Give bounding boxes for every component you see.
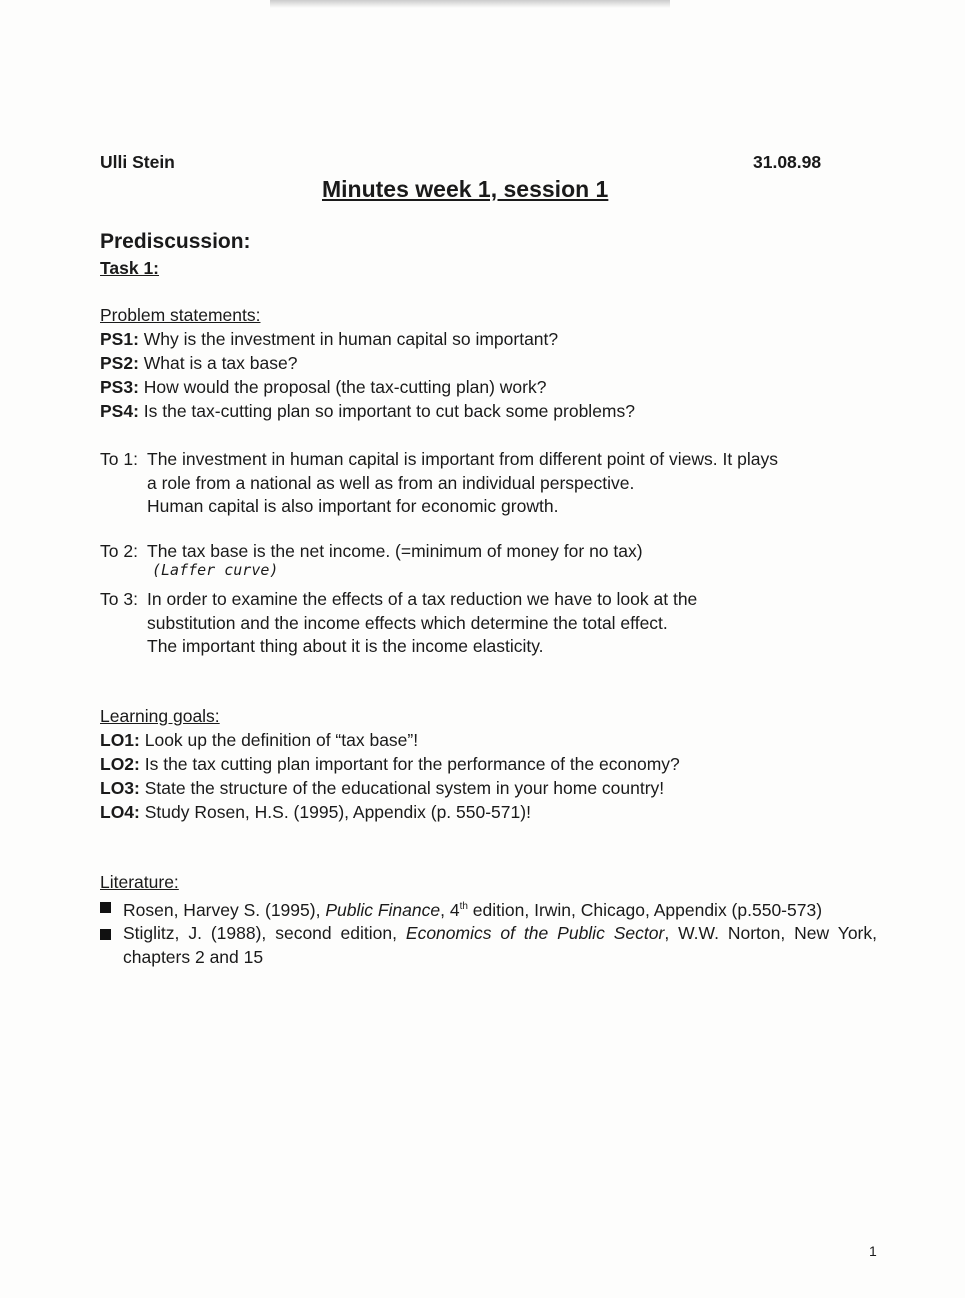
literature-heading: Literature: bbox=[100, 872, 179, 892]
learning-goals-heading: Learning goals: bbox=[100, 706, 220, 726]
scan-shadow bbox=[270, 0, 670, 8]
learning-goal: LO1: Look up the definition of “tax base”! bbox=[100, 730, 419, 750]
date: 31.08.98 bbox=[753, 152, 822, 172]
problem-statement: PS3: How would the proposal (the tax-cutting plan) work? bbox=[100, 377, 547, 397]
learning-goal: LO2: Is the tax cutting plan important for the performance of the economy? bbox=[100, 754, 680, 774]
problem-statement: PS1: Why is the investment in human capital so important? bbox=[100, 329, 559, 349]
answer-3: To 3: In order to examine the effects of a tax reduction we have to look at the substitution and the income effects which determine the total effect. The important thing about it is the income elasticity. bbox=[100, 589, 698, 656]
prediscussion-heading: Prediscussion: bbox=[100, 230, 251, 253]
bullet-icon bbox=[100, 929, 111, 940]
answer-2: To 2: The tax base is the net income. (=minimum of money for no tax) bbox=[100, 541, 643, 561]
literature-list bbox=[100, 895, 877, 969]
literature-item: Rosen, Harvey S. (1995), Public Finance, 4th edition, Irwin, Chicago, Appendix (p.550-573) bbox=[100, 895, 877, 922]
answer-1: To 1: The investment in human capital is important from different point of views. It plays a role from a national as well as from an individual perspective. Human capital is also important for economic growth. bbox=[100, 449, 778, 516]
author: Ulli Stein bbox=[100, 152, 175, 172]
task-heading: Task 1: bbox=[100, 258, 160, 278]
problem-statements-heading: Problem statements: bbox=[100, 305, 261, 325]
page-number: 1 bbox=[869, 1243, 877, 1259]
handwritten-note: (Laffer curve) bbox=[152, 561, 279, 579]
learning-goal: LO3: State the structure of the educational system in your home country! bbox=[100, 778, 665, 798]
page-title: Minutes week 1, session 1 bbox=[322, 176, 609, 202]
literature-item: Stiglitz, J. (1988), second edition, Economics of the Public Sector, W.W. Norton, New York, chapters 2 and 15 bbox=[100, 922, 877, 969]
learning-goal: LO4: Study Rosen, H.S. (1995), Appendix (p. 550-571)! bbox=[100, 802, 531, 822]
bullet-icon bbox=[100, 902, 111, 913]
problem-statement: PS2: What is a tax base? bbox=[100, 353, 298, 373]
problem-statement: PS4: Is the tax-cutting plan so important to cut back some problems? bbox=[100, 401, 635, 421]
